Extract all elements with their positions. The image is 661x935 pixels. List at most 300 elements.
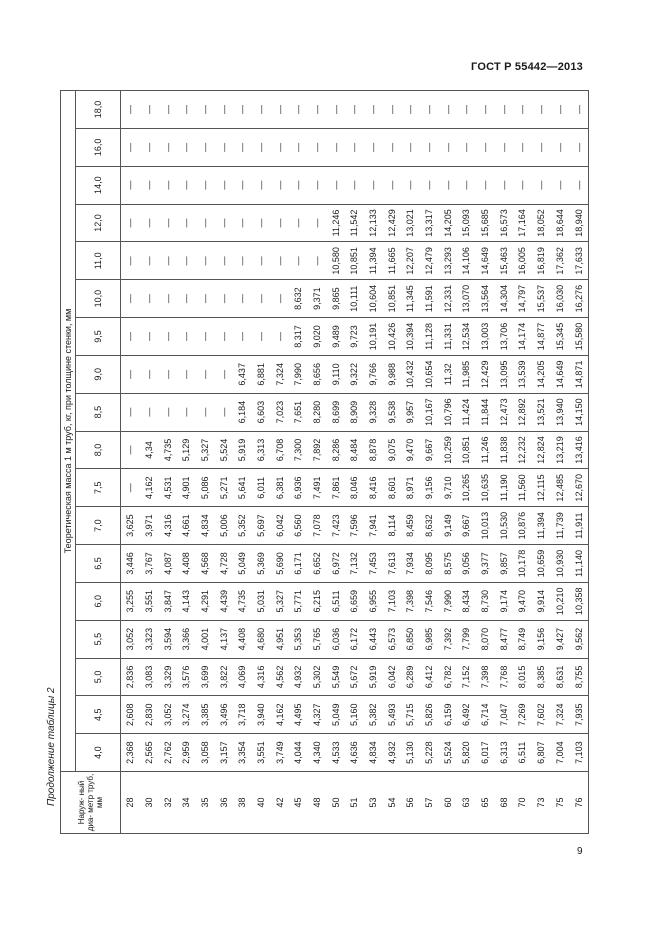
mass-cell: 8,909 — [345, 393, 364, 431]
mass-cell: 7,300 — [289, 431, 308, 469]
mass-cell: 15,580 — [569, 318, 588, 356]
mass-cell: — — [308, 204, 327, 242]
table-row — [233, 91, 252, 834]
mass-cell: 3,157 — [214, 734, 233, 772]
mass-cell: — — [140, 166, 159, 204]
mass-cell: — — [270, 204, 289, 242]
mass-cell: — — [158, 204, 177, 242]
mass-cell: 12,207 — [401, 242, 420, 280]
table-row — [382, 91, 401, 834]
mass-cell: 4,735 — [233, 582, 252, 620]
mass-cell: 3,699 — [196, 658, 215, 696]
thickness-column-header: 11,0 — [76, 242, 121, 280]
mass-cell: 7,941 — [364, 507, 383, 545]
mass-cell: 4,661 — [177, 507, 196, 545]
mass-cell: — — [252, 166, 271, 204]
table-row — [550, 91, 569, 834]
diameter-cell: 35 — [196, 772, 215, 834]
mass-cell: 12,892 — [513, 393, 532, 431]
diameter-cell: 73 — [532, 772, 551, 834]
diameter-cell: 45 — [289, 772, 308, 834]
mass-cell: 12,534 — [457, 318, 476, 356]
mass-cell: 10,394 — [401, 318, 420, 356]
mass-cell: — — [233, 242, 252, 280]
mass-cell: — — [420, 166, 439, 204]
mass-cell: 11,591 — [420, 280, 439, 318]
table-row — [457, 91, 476, 834]
mass-cell: 5,369 — [252, 545, 271, 583]
mass-cell: 3,551 — [140, 582, 159, 620]
mass-cell: 5,031 — [252, 582, 271, 620]
mass-cell: — — [270, 318, 289, 356]
mass-cell: 6,443 — [364, 620, 383, 658]
mass-cell: 4,533 — [326, 734, 345, 772]
mass-cell: 5,160 — [345, 696, 364, 734]
mass-cell: — — [177, 91, 196, 129]
diameter-cell: 57 — [420, 772, 439, 834]
mass-cell: 6,511 — [326, 582, 345, 620]
mass-cell: 6,603 — [252, 393, 271, 431]
mass-cell: 14,649 — [550, 355, 569, 393]
mass-cell: 12,429 — [382, 204, 401, 242]
mass-cell: — — [326, 166, 345, 204]
mass-cell: 2,565 — [140, 734, 159, 772]
mass-cell: — — [289, 242, 308, 280]
mass-cell: — — [494, 91, 513, 129]
mass-cell: 7,602 — [532, 696, 551, 734]
mass-cell: 7,324 — [550, 696, 569, 734]
table-row — [401, 91, 420, 834]
mass-cell: — — [196, 166, 215, 204]
mass-cell: 12,485 — [550, 469, 569, 507]
mass-cell: 17,164 — [513, 204, 532, 242]
mass-cell: — — [420, 128, 439, 166]
mass-cell: 7,047 — [494, 696, 513, 734]
mass-cell: 5,524 — [438, 734, 457, 772]
mass-cell: 8,632 — [289, 280, 308, 318]
thickness-header-row — [76, 91, 121, 834]
mass-cell: 3,385 — [196, 696, 215, 734]
mass-cell: — — [214, 355, 233, 393]
mass-cell: 7,324 — [270, 355, 289, 393]
mass-cell: 7,398 — [476, 658, 495, 696]
mass-cell: — — [158, 91, 177, 129]
mass-cell: 8,434 — [457, 582, 476, 620]
mass-cell: 4,636 — [345, 734, 364, 772]
mass-cell: — — [214, 204, 233, 242]
mass-cell: — — [308, 128, 327, 166]
mass-cell: 7,799 — [457, 620, 476, 658]
mass-cell: 8,601 — [382, 469, 401, 507]
mass-cell: — — [308, 242, 327, 280]
mass-cell: 16,005 — [513, 242, 532, 280]
mass-cell: 4,834 — [196, 507, 215, 545]
mass-cell: — — [177, 242, 196, 280]
mass-cell: 4,531 — [158, 469, 177, 507]
mass-cell: — — [252, 280, 271, 318]
mass-cell: 12,115 — [532, 469, 551, 507]
mass-cell: 10,659 — [532, 545, 551, 583]
mass-cell: 10,876 — [513, 507, 532, 545]
mass-cell: 9,667 — [420, 431, 439, 469]
table-row — [177, 91, 196, 834]
mass-cell: — — [177, 280, 196, 318]
mass-cell: 3,551 — [252, 734, 271, 772]
diameter-cell: 30 — [140, 772, 159, 834]
mass-cell: 7,934 — [401, 545, 420, 583]
diameter-cell: 34 — [177, 772, 196, 834]
diameter-cell: 53 — [364, 772, 383, 834]
mass-cell: 4,291 — [196, 582, 215, 620]
mass-cell: — — [158, 393, 177, 431]
mass-cell: — — [252, 318, 271, 356]
mass-cell: 6,985 — [420, 620, 439, 658]
mass-cell: 6,313 — [494, 734, 513, 772]
mass-cell: — — [140, 318, 159, 356]
table-row — [158, 91, 177, 834]
mass-cell: 8,046 — [345, 469, 364, 507]
mass-cell: — — [289, 166, 308, 204]
mass-cell: — — [121, 242, 140, 280]
mass-cell: 3,847 — [158, 582, 177, 620]
mass-cell: 8,280 — [308, 393, 327, 431]
mass-cell: 8,070 — [476, 620, 495, 658]
mass-cell: 10,604 — [364, 280, 383, 318]
mass-cell: 5,049 — [233, 545, 252, 583]
mass-cell: 11,542 — [345, 204, 364, 242]
mass-cell: 11,424 — [457, 393, 476, 431]
mass-cell: 5,493 — [382, 696, 401, 734]
diameter-cell: 65 — [476, 772, 495, 834]
mass-cell: 9,156 — [420, 469, 439, 507]
mass-cell: 11,560 — [513, 469, 532, 507]
mass-cell: 10,635 — [476, 469, 495, 507]
mass-cell: 10,210 — [550, 582, 569, 620]
rotated-table-container — [60, 90, 589, 834]
diameter-cell: 38 — [233, 772, 252, 834]
mass-cell: 3,718 — [233, 696, 252, 734]
table-row — [270, 91, 289, 834]
mass-cell: 7,132 — [345, 545, 364, 583]
mass-cell: 13,564 — [476, 280, 495, 318]
mass-cell: 7,546 — [420, 582, 439, 620]
mass-cell: — — [550, 91, 569, 129]
mass-cell: 10,111 — [345, 280, 364, 318]
mass-cell: — — [214, 91, 233, 129]
mass-cell: — — [494, 128, 513, 166]
mass-cell: 10,167 — [420, 393, 439, 431]
mass-cell: 10,851 — [345, 242, 364, 280]
mass-cell: 2,608 — [121, 696, 140, 734]
table-row — [326, 91, 345, 834]
mass-cell: — — [177, 204, 196, 242]
mass-cell: 12,133 — [364, 204, 383, 242]
table-row — [494, 91, 513, 834]
mass-cell: — — [214, 128, 233, 166]
mass-cell: — — [345, 128, 364, 166]
mass-cell: 2,959 — [177, 734, 196, 772]
mass-cell: 15,537 — [532, 280, 551, 318]
mass-cell: 3,274 — [177, 696, 196, 734]
mass-cell: 9,914 — [532, 582, 551, 620]
mass-cell: 10,432 — [401, 355, 420, 393]
mass-cell: 7,651 — [289, 393, 308, 431]
mass-cell: 14,649 — [476, 242, 495, 280]
mass-cell: 9,538 — [382, 393, 401, 431]
mass-cell: 10,654 — [420, 355, 439, 393]
mass-cell: 14,205 — [438, 204, 457, 242]
mass-cell: — — [140, 128, 159, 166]
mass-cell: 5,129 — [177, 431, 196, 469]
mass-cell: 7,861 — [326, 469, 345, 507]
mass-cell: — — [196, 280, 215, 318]
mass-cell: 5,690 — [270, 545, 289, 583]
mass-cell: 4,495 — [289, 696, 308, 734]
mass-cell: 15,093 — [457, 204, 476, 242]
mass-cell: 3,329 — [158, 658, 177, 696]
diameter-cell: 70 — [513, 772, 532, 834]
mass-cell: 3,255 — [121, 582, 140, 620]
document-code: ГОСТ Р 55442—2013 — [471, 61, 583, 73]
mass-cell: 13,293 — [438, 242, 457, 280]
mass-cell: — — [364, 166, 383, 204]
diameter-cell: 68 — [494, 772, 513, 834]
mass-cell: 13,317 — [420, 204, 439, 242]
mass-cell: 7,269 — [513, 696, 532, 734]
mass-cell: 8,699 — [326, 393, 345, 431]
mass-cell: 5,771 — [289, 582, 308, 620]
mass-cell: — — [476, 166, 495, 204]
mass-cell: 9,562 — [569, 620, 588, 658]
mass-cell: — — [476, 128, 495, 166]
mass-cell: 6,560 — [289, 507, 308, 545]
mass-cell: — — [196, 355, 215, 393]
mass-cell: — — [121, 431, 140, 469]
diameter-cell: 48 — [308, 772, 327, 834]
mass-cell: — — [532, 91, 551, 129]
mass-cell: 12,429 — [476, 355, 495, 393]
mass-cell: 13,706 — [494, 318, 513, 356]
mass-cell: — — [252, 242, 271, 280]
table-row — [476, 91, 495, 834]
mass-cell: 7,392 — [438, 620, 457, 658]
mass-cell: 13,416 — [569, 431, 588, 469]
mass-cell: — — [196, 242, 215, 280]
mass-cell: 5,352 — [233, 507, 252, 545]
mass-cell: — — [214, 280, 233, 318]
mass-cell: 9,075 — [382, 431, 401, 469]
mass-cell: 10,358 — [569, 582, 588, 620]
mass-cell: — — [214, 318, 233, 356]
mass-cell: 10,178 — [513, 545, 532, 583]
mass-cell: — — [326, 128, 345, 166]
mass-cell: 14,877 — [532, 318, 551, 356]
mass-cell: — — [121, 355, 140, 393]
mass-cell: 8,459 — [401, 507, 420, 545]
mass-cell: — — [513, 166, 532, 204]
mass-cell: 13,003 — [476, 318, 495, 356]
mass-cell: 11,246 — [326, 204, 345, 242]
mass-cell: 14,304 — [494, 280, 513, 318]
mass-cell: 11,985 — [457, 355, 476, 393]
table-row — [364, 91, 383, 834]
mass-cell: 9,489 — [326, 318, 345, 356]
mass-cell: — — [569, 166, 588, 204]
mass-cell: — — [233, 166, 252, 204]
diameter-cell: 76 — [569, 772, 588, 834]
thickness-column-header: 9,0 — [76, 355, 121, 393]
mass-cell: — — [196, 393, 215, 431]
mass-cell: — — [140, 242, 159, 280]
mass-cell: — — [233, 318, 252, 356]
thickness-column-header: 5,0 — [76, 658, 121, 696]
mass-cell: 7,935 — [569, 696, 588, 734]
mass-cell: 3,323 — [140, 620, 159, 658]
diameter-cell: 56 — [401, 772, 420, 834]
mass-cell: — — [214, 242, 233, 280]
mass-cell: 9,865 — [326, 280, 345, 318]
mass-cell: — — [177, 128, 196, 166]
mass-cell: — — [177, 393, 196, 431]
mass-cell: 3,354 — [233, 734, 252, 772]
mass-cell: — — [289, 91, 308, 129]
table-row — [289, 91, 308, 834]
mass-cell: 7,423 — [326, 507, 345, 545]
mass-cell: — — [252, 128, 271, 166]
mass-cell: — — [196, 204, 215, 242]
mass-cell: 9,156 — [532, 620, 551, 658]
mass-cell: 5,228 — [420, 734, 439, 772]
mass-cell: 4,316 — [252, 658, 271, 696]
mass-cell: 11,739 — [550, 507, 569, 545]
mass-cell: — — [289, 204, 308, 242]
mass-cell: 14,797 — [513, 280, 532, 318]
mass-cell: 6,011 — [252, 469, 271, 507]
mass-cell: — — [140, 355, 159, 393]
mass-cell: 9,110 — [326, 355, 345, 393]
mass-cell: — — [270, 128, 289, 166]
mass-cell: 15,345 — [550, 318, 569, 356]
diameter-cell: 60 — [438, 772, 457, 834]
mass-cell: 7,453 — [364, 545, 383, 583]
mass-cell: 3,749 — [270, 734, 289, 772]
mass-cell: 8,755 — [569, 658, 588, 696]
thickness-column-header: 6,5 — [76, 545, 121, 583]
mass-cell: — — [121, 318, 140, 356]
mass-cell: 13,940 — [550, 393, 569, 431]
mass-cell: — — [196, 128, 215, 166]
mass-cell: 4,735 — [158, 431, 177, 469]
mass-cell: 4,901 — [177, 469, 196, 507]
mass-cell: 6,972 — [326, 545, 345, 583]
table-row — [214, 91, 233, 834]
diameter-cell: 50 — [326, 772, 345, 834]
mass-cell: 9,377 — [476, 545, 495, 583]
pipe-mass-table — [60, 90, 589, 834]
mass-cell: — — [121, 469, 140, 507]
mass-cell: 10,530 — [494, 507, 513, 545]
mass-cell: 4,562 — [270, 658, 289, 696]
mass-cell: 6,492 — [457, 696, 476, 734]
mass-cell: 11,246 — [476, 431, 495, 469]
mass-cell: 9,470 — [401, 431, 420, 469]
mass-cell: 6,511 — [513, 734, 532, 772]
mass-cell: 4,34 — [140, 431, 159, 469]
table-row — [140, 91, 159, 834]
mass-cell: 10,259 — [438, 431, 457, 469]
mass-cell: 6,955 — [364, 582, 383, 620]
mass-cell: 13,095 — [494, 355, 513, 393]
mass-cell: 4,568 — [196, 545, 215, 583]
mass-cell: — — [214, 166, 233, 204]
mass-cell: 9,149 — [438, 507, 457, 545]
mass-cell: 2,830 — [140, 696, 159, 734]
mass-cell: — — [196, 91, 215, 129]
mass-cell: 8,484 — [345, 431, 364, 469]
table-row — [532, 91, 551, 834]
table-row — [308, 91, 327, 834]
mass-cell: — — [158, 166, 177, 204]
mass-cell: — — [158, 280, 177, 318]
mass-cell: — — [532, 128, 551, 166]
mass-cell: — — [233, 280, 252, 318]
mass-cell: 6,412 — [420, 658, 439, 696]
diameter-cell: 42 — [270, 772, 289, 834]
mass-cell: 7,491 — [308, 469, 327, 507]
mass-cell: 10,851 — [457, 431, 476, 469]
mass-cell: 8,730 — [476, 582, 495, 620]
mass-cell: — — [364, 91, 383, 129]
mass-cell: — — [158, 128, 177, 166]
mass-cell: 17,633 — [569, 242, 588, 280]
diameter-header: Наруж- ный диа- метр труб, мм — [61, 772, 121, 834]
mass-cell: — — [550, 166, 569, 204]
mass-cell: 4,087 — [158, 545, 177, 583]
mass-cell: 2,368 — [121, 734, 140, 772]
thickness-column-header: 7,5 — [76, 469, 121, 507]
mass-cell: 7,078 — [308, 507, 327, 545]
mass-cell: 4,728 — [214, 545, 233, 583]
mass-cell: 6,714 — [476, 696, 495, 734]
mass-cell: 7,596 — [345, 507, 364, 545]
mass-cell: 8,878 — [364, 431, 383, 469]
mass-cell: 4,834 — [364, 734, 383, 772]
mass-cell: 10,796 — [438, 393, 457, 431]
mass-cell: 4,408 — [233, 620, 252, 658]
table-body — [121, 91, 589, 834]
mass-cell: 11,394 — [532, 507, 551, 545]
mass-cell: 6,850 — [401, 620, 420, 658]
mass-cell: — — [121, 204, 140, 242]
mass-cell: 3,446 — [121, 545, 140, 583]
mass-cell: 7,023 — [270, 393, 289, 431]
mass-cell: 6,437 — [233, 355, 252, 393]
mass-cell: 9,470 — [513, 582, 532, 620]
mass-cell: 5,086 — [196, 469, 215, 507]
thickness-column-header: 5,5 — [76, 620, 121, 658]
mass-cell: 9,020 — [308, 318, 327, 356]
table-caption: Продолжение таблицы 2 — [46, 687, 57, 806]
mass-cell: — — [158, 318, 177, 356]
thickness-column-header: 12,0 — [76, 204, 121, 242]
table-row — [121, 91, 140, 834]
mass-cell: 9,427 — [550, 620, 569, 658]
mass-cell: — — [252, 204, 271, 242]
mass-cell: — — [177, 355, 196, 393]
mass-cell: 3,625 — [121, 507, 140, 545]
mass-cell: 5,672 — [345, 658, 364, 696]
page-number: 9 — [577, 846, 583, 857]
